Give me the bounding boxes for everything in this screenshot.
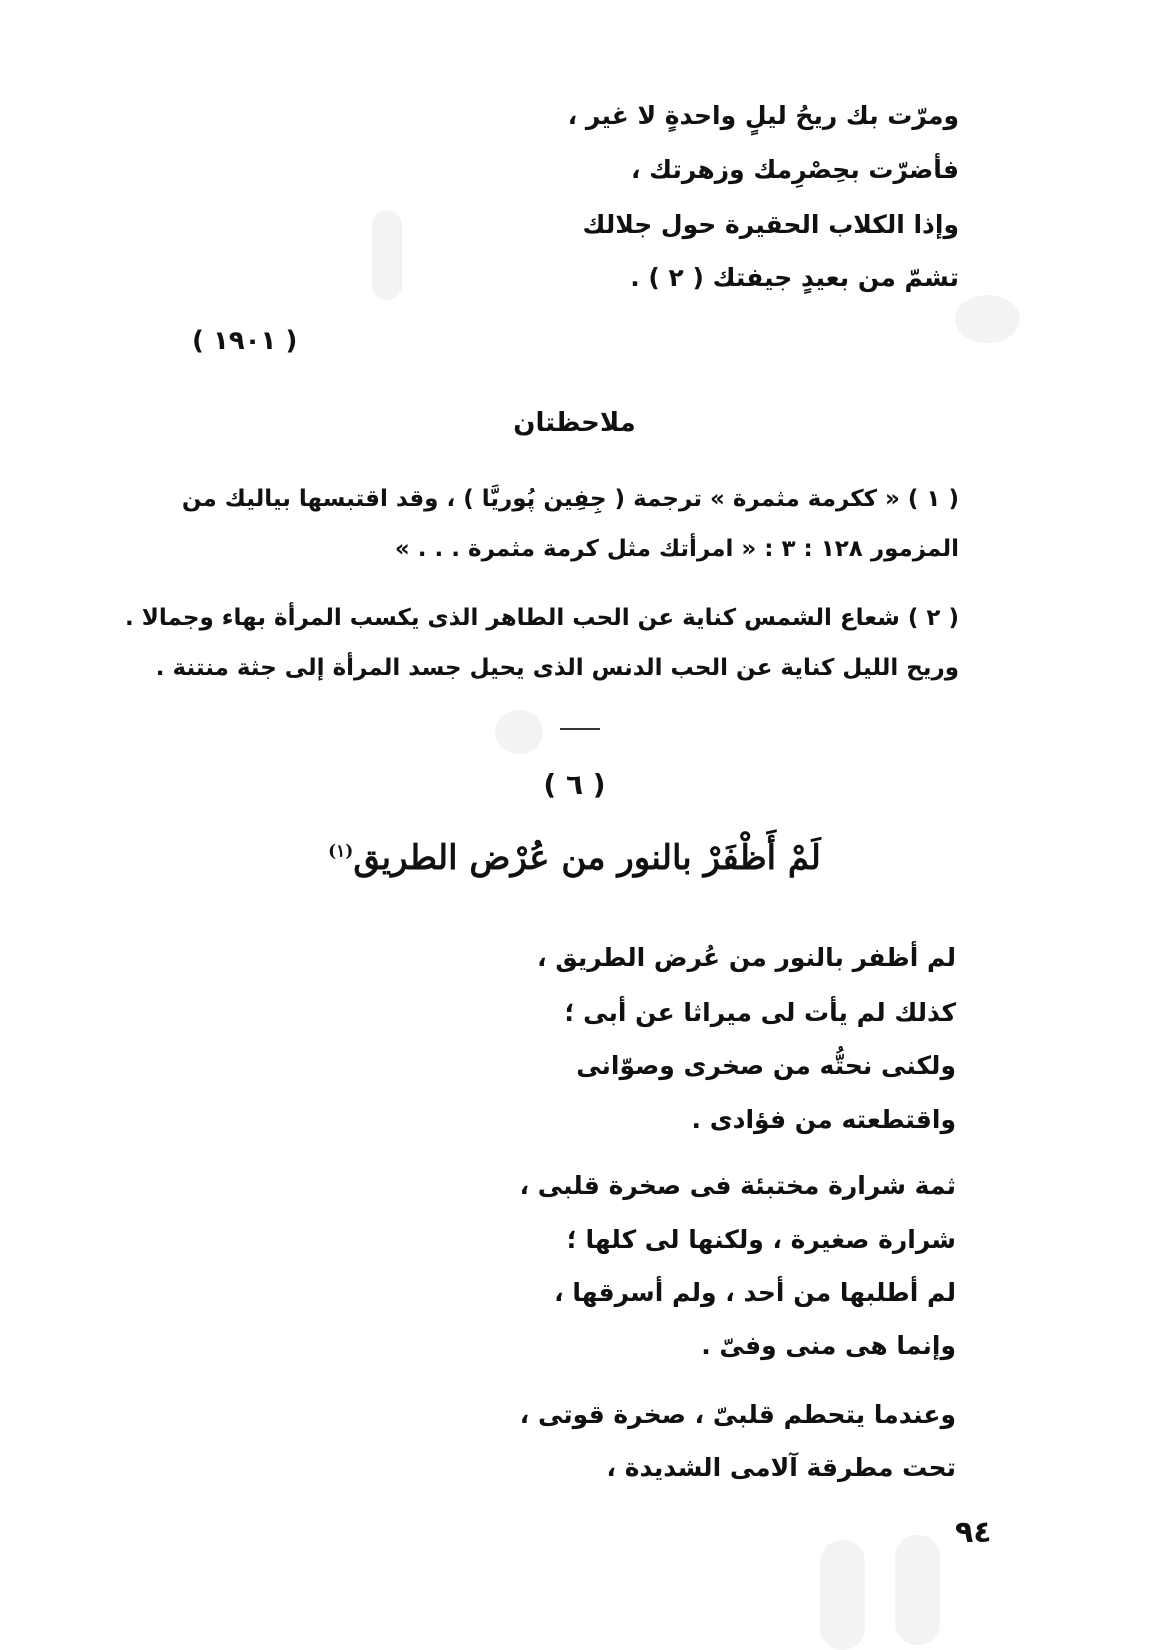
scan-smudge [372, 210, 402, 300]
verse-line: شرارة صغيرة ، ولكنها لى كلها ؛ [566, 1225, 956, 1254]
footnote-line: وريح الليل كناية عن الحب الدنس الذى يحيل جسد المرأة إلى جثة منتنة . [155, 655, 959, 681]
footnote-line: ( ٢ ) شعاع الشمس كناية عن الحب الطاهر الذى يكسب المرأة بهاء وجمالا . [124, 605, 959, 631]
footnote-line: المزمور ١٢٨ : ٣ : « امرأتك مثل كرمة مثمرة . . . » [394, 536, 959, 562]
verse-line: كذلك لم يأت لى ميراثا عن أبى ؛ [564, 998, 956, 1027]
verse-line: واقتطعته من فؤادى . [691, 1105, 956, 1134]
scan-smudge [495, 710, 543, 754]
footnote-line: ( ١ ) « ككرمة مثمرة » ترجمة ( جِفِين پُوريَّا ) ، وقد اقتبسها بياليك من [181, 486, 959, 512]
verse-line: تشمّ من بعيدٍ جيفتك ( ٢ ) . [630, 263, 959, 292]
verse-line: ومرّت بك ريحُ ليلٍ واحدةٍ لا غير ، [567, 101, 959, 130]
title-footnote-marker: (١) [328, 841, 354, 862]
verse-line: لم أظفر بالنور من عُرض الطريق ، [537, 943, 956, 972]
verse-line: ثمة شرارة مختبئة فى صخرة قلبى ، [519, 1171, 956, 1200]
verse-line: فأضرّت بحِصْرِمك وزهرتك ، [630, 155, 959, 184]
verse-line: وعندما يتحطم قلبىّ ، صخرة قوتى ، [519, 1400, 956, 1429]
section-separator [560, 728, 600, 730]
poem-title [0, 838, 1149, 878]
page-number: ٩٤ [955, 1515, 992, 1550]
scan-smudge [955, 295, 1020, 343]
scan-smudge [820, 1540, 865, 1650]
notes-heading: ملاحظتان [513, 408, 636, 438]
verse-line: وإنما هى منى وفىّ . [701, 1331, 956, 1360]
scan-smudge [895, 1535, 940, 1645]
poem-year: ( ١٩٠١ ) [192, 326, 298, 356]
verse-line: وإذا الكلاب الحقيرة حول جلالك [582, 210, 959, 239]
poem-title-text: لَمْ أَظْفَرْ بالنور من عُرْض الطريق [353, 838, 821, 878]
verse-line: تحت مطرقة آلامى الشديدة ، [606, 1453, 956, 1482]
verse-line: لم أطلبها من أحد ، ولم أسرقها ، [554, 1278, 956, 1307]
section-number: ( ٦ ) [543, 768, 606, 801]
verse-line: ولكنى نحتُّه من صخرى وصوّانى [576, 1051, 956, 1080]
